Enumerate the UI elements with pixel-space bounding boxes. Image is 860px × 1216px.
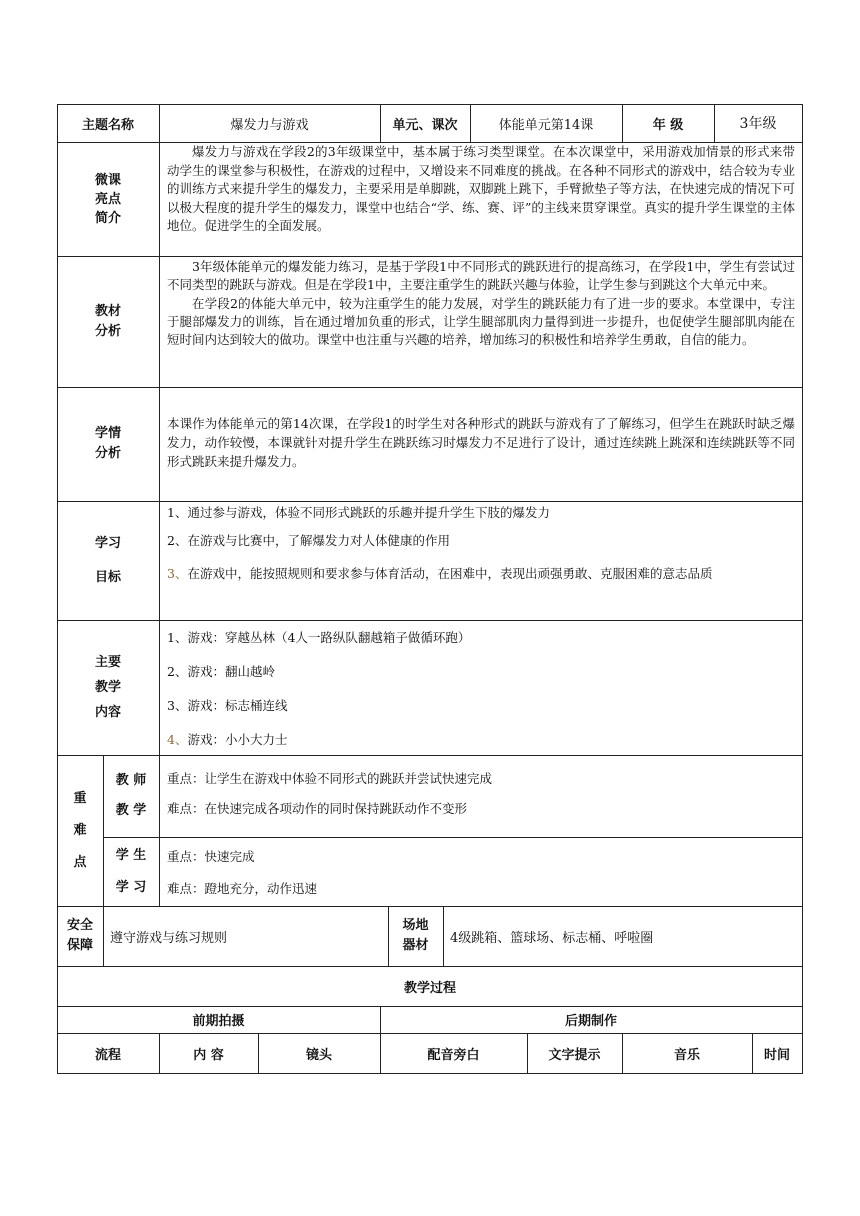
teacher-points — [167, 755, 795, 837]
objective-item-number: 3、 — [167, 566, 188, 581]
label-line: 保障 — [66, 938, 93, 953]
label-line: 教 师 — [115, 773, 147, 788]
topic-label: 主题名称 — [81, 117, 134, 133]
content-item — [167, 730, 287, 748]
student-point: 难点：蹬地充分，动作迅速 — [167, 881, 318, 896]
objectives-list — [167, 501, 795, 620]
keypoints-label — [57, 755, 103, 906]
student-label — [103, 837, 159, 906]
objectives-label — [57, 501, 159, 620]
label-line: 器材 — [402, 938, 429, 953]
row-divider — [57, 387, 803, 388]
grade-value: 3年级 — [739, 116, 777, 132]
content-list — [167, 620, 795, 755]
pre-production-label: 前期拍摄 — [192, 1014, 245, 1029]
col-header-music: 音乐 — [673, 1047, 700, 1063]
grade-label: 年 级 — [652, 117, 684, 133]
material-text — [167, 258, 795, 349]
unit-value: 体能单元第14课 — [498, 117, 594, 133]
content-label — [57, 620, 159, 755]
label-line: 教学 — [94, 680, 121, 695]
teacher-point: 重点：让学生在游戏中体验不同形式的跳跃并尝试快速完成 — [167, 771, 493, 786]
col-header-content: 内 容 — [193, 1047, 224, 1063]
table-border-bottom — [57, 1073, 803, 1074]
venue-value: 4级跳箱、篮球场、标志桶、呼啦圈 — [450, 930, 654, 946]
content-item: 2、游戏：翻山越岭 — [167, 664, 275, 679]
label-line: 分析 — [94, 446, 121, 461]
label-line: 简介 — [94, 210, 121, 226]
label-line: 场地 — [402, 918, 429, 933]
row-divider — [57, 256, 803, 257]
teacher-label — [103, 755, 159, 837]
content-item-text: 游戏：小小大力士 — [187, 732, 288, 747]
label-line: 目标 — [94, 569, 121, 585]
safety-label — [57, 906, 103, 966]
label-line: 分析 — [94, 323, 121, 339]
label-line: 亮点 — [94, 191, 121, 207]
learner-label — [57, 387, 159, 501]
student-point: 重点：快速完成 — [167, 849, 255, 864]
label-line: 学 生 — [115, 847, 147, 863]
objective-item — [167, 559, 795, 589]
safety-value: 遵守游戏与练习规则 — [110, 930, 228, 946]
material-paragraph-1: 3年级体能单元的爆发能力练习，是基于学段1中不同形式的跳跃进行的提高练习，在学段1中，学生有尝试过不同类型的跳跃与游戏。但是在学段1中，主要注重学生的跳跃兴趣与体验，让学生参与到跳这个大单元中来。 — [167, 259, 795, 293]
col-header-captions: 文字提示 — [548, 1047, 601, 1063]
objective-item-text: 在游戏中，能按照规则和要求参与体育活动，在困难中，表现出顽强勇敢、克服困难的意志品质 — [187, 566, 713, 581]
label-line: 微课 — [94, 172, 121, 188]
post-production-label: 后期制作 — [564, 1014, 617, 1029]
highlights-label — [57, 142, 159, 256]
objective-item: 2、在游戏与比赛中，了解爆发力对人体健康的作用 — [167, 533, 450, 548]
col-header-time: 时间 — [763, 1047, 790, 1063]
teacher-point: 难点：在快速完成各项动作的同时保持跳跃动作不变形 — [167, 801, 468, 816]
col-divider — [159, 104, 160, 755]
col-divider — [159, 755, 160, 906]
label-line: 内容 — [94, 705, 121, 720]
content-item: 3、游戏：标志桶连线 — [167, 698, 288, 713]
unit-label: 单元、课次 — [392, 117, 458, 133]
label-line: 学 习 — [115, 879, 147, 895]
label-line: 教材 — [94, 303, 121, 319]
objective-item: 1、通过参与游戏，体验不同形式跳跃的乐趣并提升学生下肢的爆发力 — [167, 505, 550, 520]
material-paragraph-2: 在学段2的体能大单元中，较为注重学生的能力发展，对学生的跳跃能力有了进一步的要求。本堂课中，专注于腿部爆发力的训练，旨在通过增加负重的形式，让学生腿部肌肉力量得到进一步提升，也促使学生腿部肌肉能在短时间内达到较大的做功。课堂中也注重与兴趣的培养，增加练习的积极性和培养学生勇敢，自信的能力。 — [167, 295, 795, 348]
label-line: 重 — [73, 790, 87, 806]
col-header-voiceover: 配音旁白 — [427, 1047, 480, 1063]
venue-label — [388, 906, 443, 966]
label-line: 主要 — [94, 655, 121, 670]
col-header-flow: 流程 — [94, 1047, 121, 1063]
material-label — [57, 256, 159, 387]
col-header-shot: 镜头 — [305, 1047, 332, 1063]
label-line: 教 学 — [115, 803, 147, 818]
topic-value: 爆发力与游戏 — [230, 117, 309, 133]
label-line: 难 — [73, 822, 87, 838]
label-line: 学习 — [94, 535, 121, 551]
table-border-right — [802, 104, 803, 1073]
label-line: 学情 — [94, 426, 121, 441]
process-title: 教学过程 — [403, 980, 456, 996]
content-item: 1、游戏：穿越丛林（4人一路纵队翻越箱子做循环跑） — [167, 630, 471, 645]
label-line: 安全 — [66, 918, 93, 933]
col-divider — [443, 906, 444, 966]
label-line: 点 — [73, 854, 87, 870]
col-divider — [103, 906, 104, 966]
learner-text: 本课作为体能单元的第14次课，在学段1的时学生对各种形式的跳跃与游戏有了了解练习，但学生在跳跃时缺乏爆发力，动作较慢，本课就针对提升学生在跳跃练习时爆发力不足进行了设计，通过连续跳上跳深和连续跳跃等不同形式跳跃来提升爆发力。 — [167, 416, 795, 469]
content-item-number: 4、 — [167, 732, 188, 747]
highlights-text: 爆发力与游戏在学段2的3年级课堂中，基本属于练习类型课堂。在本次课堂中，采用游戏加情景的形式来带动学生的课堂参与积极性，在游戏的过程中，又增设来不同难度的挑战。在各种不同形式的游戏中，结合较为专业的训练方式来提升学生的爆发力，主要采用是单脚跳，双脚跳上跳下，手臂掀垫子等方法，在快速完成的情况下可以极大程度的提升学生的爆发力，课堂中也结合“学、练、赛、评”的主线来贯穿课堂。真实的提升学生课堂的主体地位。促进学生的全面发展。 — [167, 144, 795, 233]
student-points — [167, 837, 795, 906]
